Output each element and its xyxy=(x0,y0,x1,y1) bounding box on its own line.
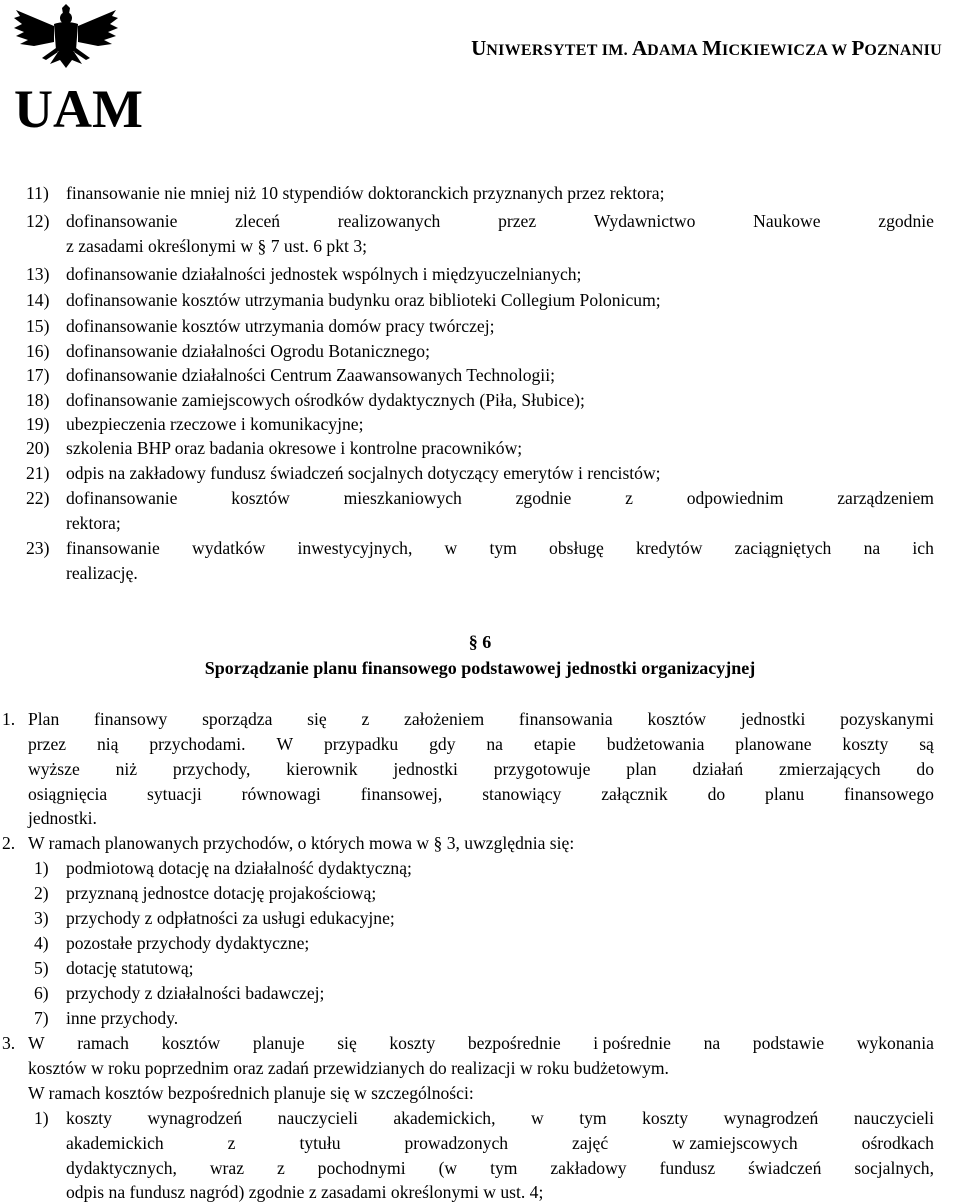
text-fragment: socjalnych, xyxy=(854,1158,934,1178)
text-fragment: finansowego xyxy=(844,784,934,804)
text-fragment: Plan xyxy=(28,709,60,729)
text-fragment: wynagrodzeń xyxy=(147,1108,243,1128)
text-fragment: niż xyxy=(115,759,138,779)
text-line xyxy=(28,758,934,780)
text-fragment: planowane xyxy=(735,734,812,754)
text-fragment: bezpośrednie xyxy=(467,1033,561,1053)
text-fragment: wykonania xyxy=(856,1033,934,1053)
text-fragment: U xyxy=(471,36,487,60)
university-logo xyxy=(10,2,143,139)
text-fragment: do xyxy=(916,759,934,779)
text-fragment: W ramach kosztów bezpośrednich planuje się w szczególności: xyxy=(28,1083,474,1103)
text-line xyxy=(28,708,934,730)
text-fragment: gdy xyxy=(429,734,456,754)
text-fragment: stanowiący xyxy=(482,784,562,804)
text-fragment: 17) xyxy=(26,365,50,385)
text-fragment: kosztów w roku poprzednim oraz zadań przewidzianych do realizacji w roku budżetowym. xyxy=(28,1058,669,1078)
text-fragment: 16) xyxy=(26,341,50,361)
text-fragment: świadczeń xyxy=(748,1158,822,1178)
text-fragment: nią xyxy=(96,734,119,754)
text-fragment: kredytów xyxy=(635,538,703,558)
text-fragment: ubezpieczenia rzeczowe i komunikacyjne; xyxy=(66,414,364,434)
text-fragment: pochodnymi xyxy=(317,1158,406,1178)
text-fragment: Wydawnictwo xyxy=(593,211,696,231)
text-fragment: inwestycyjnych, xyxy=(297,538,413,558)
text-line xyxy=(66,210,934,232)
text-fragment: dofinansowanie xyxy=(66,211,178,231)
text-fragment: inne przychody. xyxy=(66,1008,179,1028)
text-fragment: 15) xyxy=(26,316,50,336)
text-line xyxy=(66,487,934,509)
text-fragment: Naukowe xyxy=(753,211,821,231)
text-fragment: ramach xyxy=(77,1033,129,1053)
text-fragment: ICKIEWICZA W xyxy=(721,42,848,59)
text-fragment: w xyxy=(530,1108,544,1128)
text-fragment: ich xyxy=(912,538,934,558)
text-fragment: odpis na fundusz nagród) zgodnie z zasadami określonymi w ust. 4; xyxy=(66,1182,544,1202)
text-fragment: wydatków xyxy=(192,538,266,558)
text-fragment: dofinansowanie zamiejscowych ośrodków dydaktycznych (Piła, Słubice); xyxy=(66,390,585,410)
text-fragment: na xyxy=(703,1033,721,1053)
text-fragment: z zasadami określonymi w § 7 ust. 6 pkt 3; xyxy=(66,236,368,256)
text-fragment: prowadzonych xyxy=(404,1133,509,1153)
text-fragment: 3) xyxy=(34,908,49,928)
text-fragment: P xyxy=(851,36,865,60)
text-fragment: odpowiednim xyxy=(686,488,784,508)
text-fragment: A xyxy=(631,36,648,60)
text-fragment: zleceń xyxy=(235,211,281,231)
text-line xyxy=(28,1032,934,1054)
text-fragment: finansowej, xyxy=(360,784,443,804)
text-fragment: 3. xyxy=(2,1033,16,1053)
text-fragment: w zamiejscowych xyxy=(672,1133,798,1153)
logo-uam-text: UAM xyxy=(14,79,143,139)
text-fragment: 1) xyxy=(34,858,49,878)
text-fragment: wraz xyxy=(209,1158,245,1178)
text-fragment: 19) xyxy=(26,414,50,434)
text-fragment: planu xyxy=(765,784,805,804)
text-fragment: przychodami. xyxy=(149,734,246,754)
text-fragment: finansowy xyxy=(94,709,168,729)
text-fragment: zgodnie xyxy=(515,488,572,508)
text-fragment: jednostki. xyxy=(28,808,97,828)
text-fragment: rektora; xyxy=(66,513,121,533)
text-fragment: przychody, xyxy=(172,759,251,779)
text-line xyxy=(28,733,934,755)
text-fragment: koszty xyxy=(642,1108,689,1128)
section-title: Sporządzanie planu finansowego podstawowej jednostki organizacyjnej xyxy=(204,658,756,678)
text-fragment: z xyxy=(361,709,370,729)
text-fragment: podmiotową dotację na działalność dydaktyczną; xyxy=(66,858,412,878)
text-fragment: przygotowuje xyxy=(493,759,591,779)
text-fragment: przyznaną jednostce dotację projakościową; xyxy=(66,883,377,903)
text-fragment: fundusz xyxy=(659,1158,716,1178)
text-line xyxy=(66,1157,934,1179)
text-fragment: kosztów xyxy=(161,1033,221,1053)
text-fragment: jednostki xyxy=(393,759,458,779)
text-fragment: kosztów xyxy=(231,488,290,508)
text-fragment: dotację statutową; xyxy=(66,958,194,978)
text-fragment: plan xyxy=(626,759,657,779)
text-fragment: założeniem xyxy=(404,709,485,729)
text-fragment: (w xyxy=(438,1158,458,1178)
text-fragment: z xyxy=(625,488,633,508)
text-fragment: przez xyxy=(28,734,67,754)
text-line xyxy=(28,783,934,805)
text-fragment: 1. xyxy=(2,709,16,729)
text-fragment: akademickich xyxy=(66,1133,164,1153)
text-fragment: 7) xyxy=(34,1008,49,1028)
text-fragment: na xyxy=(486,734,503,754)
text-fragment: 21) xyxy=(26,463,50,483)
text-fragment: dofinansowanie działalności Ogrodu Botanicznego; xyxy=(66,341,430,361)
section-number: § 6 xyxy=(468,632,492,652)
text-fragment: są xyxy=(919,734,934,754)
text-fragment: zajęć xyxy=(572,1133,609,1153)
text-fragment: osiągnięcia xyxy=(28,784,108,804)
text-fragment: 23) xyxy=(26,538,50,558)
text-fragment: etapie xyxy=(533,734,576,754)
text-fragment: W ramach planowanych przychodów, o których mowa w § 3, uwzględnia się: xyxy=(28,833,575,853)
text-fragment: tym xyxy=(579,1108,607,1128)
text-fragment: dofinansowanie kosztów utrzymania domów pracy twórczej; xyxy=(66,316,495,336)
text-fragment: kierownik xyxy=(286,759,358,779)
text-line xyxy=(66,1132,934,1154)
text-fragment: do xyxy=(707,784,726,804)
text-fragment: się xyxy=(337,1033,357,1053)
text-fragment: koszty xyxy=(389,1033,436,1053)
text-fragment: planuje xyxy=(252,1033,305,1053)
text-fragment: zmierzających xyxy=(779,759,881,779)
text-fragment: podstawie xyxy=(752,1033,825,1053)
text-fragment: nauczycieli xyxy=(853,1108,934,1128)
text-fragment: 6) xyxy=(34,983,49,1003)
text-fragment: sytuacji xyxy=(147,784,202,804)
text-fragment: tytułu xyxy=(299,1133,341,1153)
text-fragment: zgodnie xyxy=(878,211,934,231)
text-fragment: 1) xyxy=(34,1108,49,1128)
text-fragment: W xyxy=(276,734,294,754)
text-fragment: odpis na zakładowy fundusz świadczeń socjalnych dotyczący emerytów i rencistów; xyxy=(66,463,661,483)
text-fragment: z xyxy=(276,1158,285,1178)
text-fragment: 13) xyxy=(26,264,50,284)
university-name xyxy=(471,36,942,61)
text-fragment: obsługę xyxy=(549,538,604,558)
text-fragment: przychody z działalności badawczej; xyxy=(66,983,325,1003)
text-fragment: pozyskanymi xyxy=(840,709,934,729)
text-fragment: akademickich, xyxy=(393,1108,496,1128)
text-fragment: wynagrodzeń xyxy=(723,1108,819,1128)
text-fragment: załącznik xyxy=(601,784,668,804)
text-fragment: mieszkaniowych xyxy=(343,488,462,508)
text-fragment: realizowanych xyxy=(337,211,441,231)
text-fragment: M xyxy=(702,36,722,60)
text-fragment: 11) xyxy=(26,183,49,203)
text-fragment: w xyxy=(444,538,458,558)
text-fragment: realizację. xyxy=(66,563,138,583)
text-fragment: jednostki xyxy=(740,709,806,729)
text-fragment: na xyxy=(863,538,881,558)
text-fragment: szkolenia BHP oraz badania okresowe i kontrolne pracowników; xyxy=(66,438,523,458)
text-fragment: dofinansowanie działalności Centrum Zaawansowanych Technologii; xyxy=(66,365,555,385)
text-fragment: dofinansowanie działalności jednostek wspólnych i międzyuczelnianych; xyxy=(66,264,582,284)
text-line xyxy=(66,537,934,559)
text-fragment: nauczycieli xyxy=(277,1108,358,1128)
text-fragment: ośrodkach xyxy=(861,1133,934,1153)
text-fragment: sporządza xyxy=(202,709,273,729)
text-fragment: przez xyxy=(498,211,537,231)
text-line xyxy=(66,1107,934,1129)
text-fragment: zarządzeniem xyxy=(837,488,934,508)
text-fragment: DAMA xyxy=(647,42,699,59)
text-fragment: 12) xyxy=(26,211,50,231)
text-fragment: przypadku xyxy=(323,734,399,754)
text-fragment: zakładowy xyxy=(550,1158,627,1178)
text-fragment: OZNANIU xyxy=(864,42,942,59)
text-fragment: z xyxy=(227,1133,236,1153)
text-fragment: koszty xyxy=(842,734,889,754)
text-fragment: finansowania xyxy=(518,709,613,729)
text-fragment: finansowanie xyxy=(66,538,160,558)
text-fragment: kosztów xyxy=(647,709,707,729)
text-fragment: się xyxy=(307,709,327,729)
text-fragment: 18) xyxy=(26,390,50,410)
text-fragment: koszty xyxy=(66,1108,112,1128)
text-fragment: i pośrednie xyxy=(593,1033,671,1053)
text-fragment: 2. xyxy=(2,833,16,853)
text-fragment: pozostałe przychody dydaktyczne; xyxy=(66,933,310,953)
text-fragment: 4) xyxy=(34,933,49,953)
text-fragment: dydaktycznych, xyxy=(66,1158,177,1178)
text-fragment: 22) xyxy=(26,488,50,508)
text-fragment: tym xyxy=(490,1158,518,1178)
text-fragment: zaciągniętych xyxy=(734,538,832,558)
text-fragment: przychody z odpłatności za usługi edukacyjne; xyxy=(66,908,395,928)
text-fragment: finansowanie nie mniej niż 10 stypendiów doktoranckich przyznanych przez rektora; xyxy=(66,183,665,203)
text-fragment: dofinansowanie kosztów utrzymania budynku oraz biblioteki Collegium Polonicum; xyxy=(66,290,661,310)
text-fragment: 14) xyxy=(26,290,50,310)
text-fragment: 5) xyxy=(34,958,49,978)
text-fragment: równowagi xyxy=(241,784,321,804)
text-fragment: wyższe xyxy=(28,759,80,779)
text-fragment: NIWERSYTET IM. xyxy=(486,42,628,59)
text-fragment: 20) xyxy=(26,438,50,458)
text-fragment: W xyxy=(28,1033,45,1053)
text-fragment: dofinansowanie xyxy=(66,488,178,508)
text-fragment: działań xyxy=(692,759,744,779)
text-fragment: 2) xyxy=(34,883,49,903)
text-fragment: tym xyxy=(489,538,517,558)
text-fragment: budżetowania xyxy=(606,734,705,754)
eagle-emblem-icon xyxy=(10,2,143,139)
